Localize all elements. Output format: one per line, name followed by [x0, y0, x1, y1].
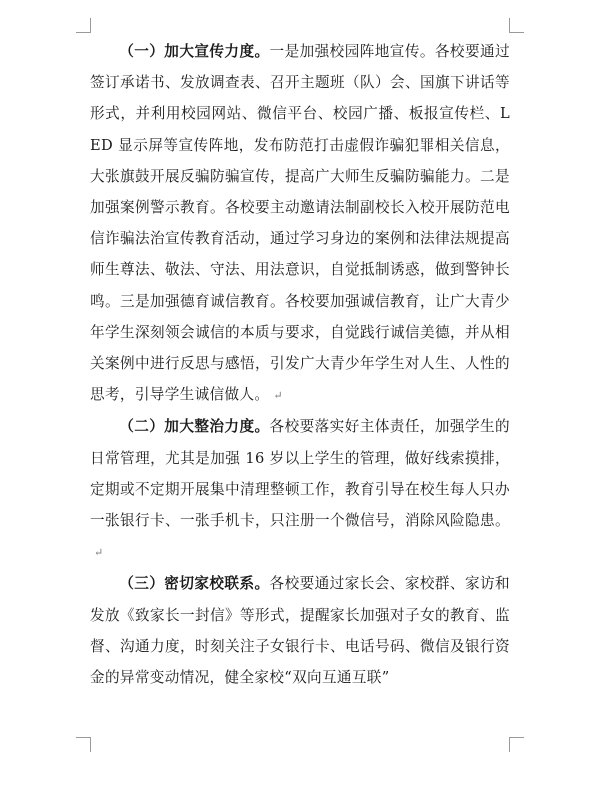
paragraph-text: 一是加强校园阵地宣传。各校要通过签订承诺书、发放调查表、召开主题班（队）会、国旗下讲话等形式，并利用校园网站、微信平台、校园广播、板报宣传栏、LED 显示屏等宣传阵地，发布防范打击虚假诈骗犯罪相关信息，大张旗鼓开展反骗防骗宣传，提高广大师生反骗防骗能力。二是加强案例警示教育。各校要主动邀请法制副校长入校开展防范电信诈骗法治宣传教育活动，通过学习身边的案例和法律法规提高师生尊法、敬法、守法、用法意识，自觉抵制诱惑，做到警钟长鸣。三是加强德育诚信教育。各校要加强诚信教育，让广大青少年学生深刻领会诚信的本质与要求，自觉践行诚信美德，并从相关案例中进行反思与感悟，引发广大青少年学生对人生、人性的思考，引导学生诚信做人。: [90, 43, 510, 404]
paragraph-text: 各校要通过家长会、家校群、家访和发放《致家长一封信》等形式，提醒家长加强对子女的教育、监督、沟通力度，时刻关注子女银行卡、电话号码、微信及银行资金的异常变动情况，健全家校“双向互通互联”: [90, 575, 510, 687]
crop-mark-bottom-left: [76, 737, 91, 752]
paragraph-heading: （三）密切家校联系。: [119, 575, 270, 593]
paragraph-heading: （一）加大宣传力度。: [119, 43, 270, 60]
paragraph-mark-icon: ↵: [273, 389, 283, 403]
paragraph-publicity: [90, 36, 510, 411]
paragraph-rectification: [90, 411, 510, 568]
crop-mark-top-left: [76, 18, 91, 33]
paragraph-mark-icon: ↵: [94, 546, 104, 560]
document-body[interactable]: [90, 36, 510, 694]
crop-mark-bottom-right: [509, 737, 524, 752]
paragraph-home-school: [90, 568, 510, 694]
paragraph-heading: （二）加大整治力度。: [119, 418, 270, 436]
paragraph-text: 各校要落实好主体责任，加强学生的日常管理，尤其是加强 16 岁以上学生的管理，做好线索摸排，定期或不定期开展集中清理整顿工作，教育引导在校生每人只办一张银行卡、一张手机卡，只注册一个微信号，消除风险隐患。: [90, 418, 510, 530]
crop-mark-top-right: [509, 18, 524, 33]
